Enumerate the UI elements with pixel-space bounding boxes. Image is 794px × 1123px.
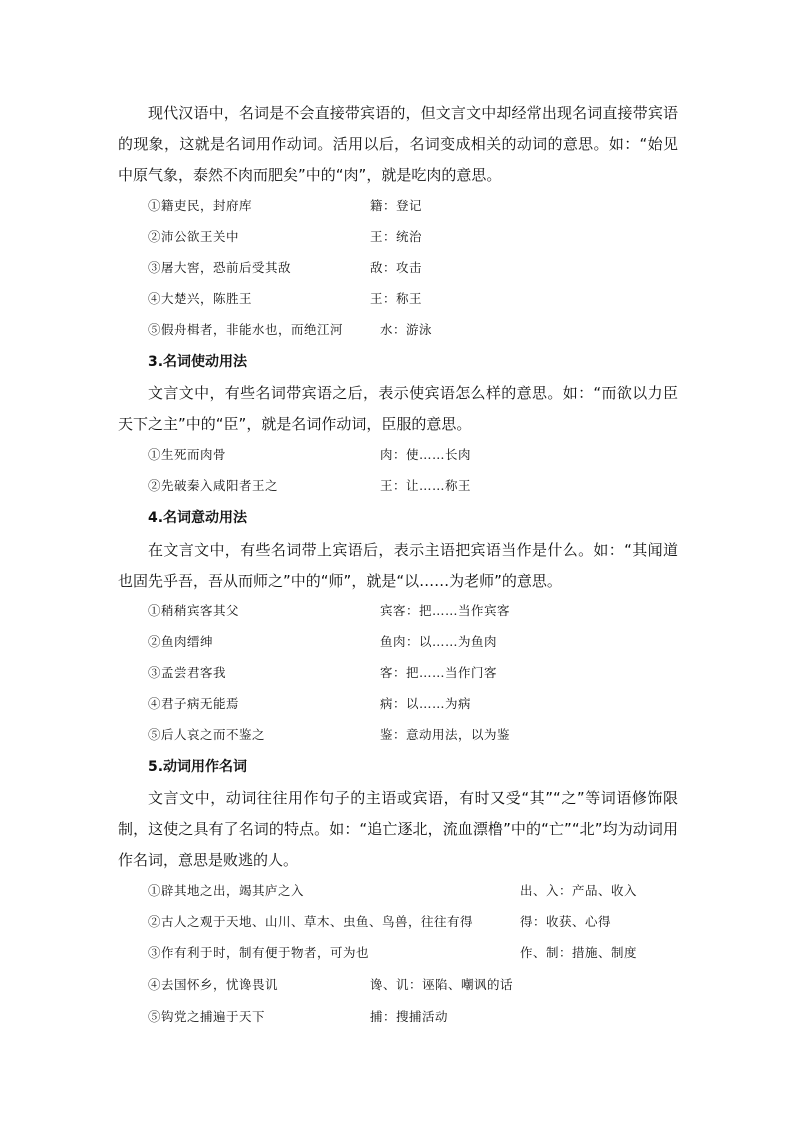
example-sentence: ③作有利于时，制有便于物者，可为也 — [148, 945, 370, 960]
example-sentence: ②先破秦入咸阳者王之 — [148, 478, 279, 493]
example-row — [148, 943, 708, 963]
example-row — [148, 881, 708, 901]
example-row — [148, 289, 708, 309]
section-heading-4: 4.名词意动用法 — [148, 510, 248, 526]
paragraph-causative-noun: 文言文中，有些名词带宾语之后，表示使宾语怎么样的意思。如：“而欲以力臣天下之主”中的“臣”，就是名词作动词，臣服的意思。 — [118, 384, 678, 433]
example-sentence: ②鱼肉缙绅 — [148, 634, 214, 649]
example-gloss: 得：收获、心得 — [520, 914, 612, 929]
example-gloss: 捕：搜捕活动 — [370, 1009, 449, 1024]
paragraph-verb-as-noun: 文言文中，动词往往用作句子的主语或宾语，有时又受“其”“之”等词语修饰限制，这使之具有了名词的特点。如：“追亡逐北，流血漂橹”中的“亡”“北”均为动词用作名词，意思是败逃的人。 — [118, 789, 678, 869]
example-row — [148, 663, 708, 683]
example-sentence: ④大楚兴，陈胜王 — [148, 291, 253, 306]
example-gloss: 王：让……称王 — [380, 478, 472, 493]
example-sentence: ①籍吏民，封府库 — [148, 198, 253, 213]
example-gloss: 宾客：把……当作宾客 — [380, 603, 511, 618]
example-sentence: ①辟其地之出，竭其庐之入 — [148, 883, 305, 898]
example-row — [148, 725, 708, 745]
example-sentence: ①稍稍宾客其父 — [148, 603, 240, 618]
example-gloss: 敌：攻击 — [370, 260, 423, 275]
example-gloss: 鉴：意动用法，以为鉴 — [380, 727, 511, 742]
paragraph-putative-noun: 在文言文中，有些名词带上宾语后，表示主语把宾语当作是什么。如：“其闻道也固先乎吾，吾从而师之”中的“师”，就是“以……为老师”的意思。 — [118, 541, 678, 590]
example-sentence: ④君子病无能焉 — [148, 696, 240, 711]
example-sentence: ①生死而肉骨 — [148, 447, 227, 462]
example-sentence: ③孟尝君客我 — [148, 665, 227, 680]
example-sentence: ⑤后人哀之而不鉴之 — [148, 727, 266, 742]
example-sentence: ②沛公欲王关中 — [148, 229, 240, 244]
example-row — [148, 975, 708, 995]
example-row — [148, 445, 708, 465]
example-gloss: 王：称王 — [370, 291, 423, 306]
example-row — [148, 1007, 708, 1027]
example-row — [148, 227, 708, 247]
example-gloss: 客：把……当作门客 — [380, 665, 498, 680]
example-sentence: ③屠大窖，恐前后受其敌 — [148, 260, 292, 275]
example-gloss: 作、制：措施、制度 — [520, 945, 638, 960]
example-row — [148, 601, 708, 621]
example-row — [148, 196, 708, 216]
example-sentence: ⑤假舟楫者，非能水也，而绝江河 — [148, 322, 344, 337]
example-sentence: ④去国怀乡，忧谗畏讥 — [148, 977, 279, 992]
example-gloss: 肉：使……长肉 — [380, 447, 472, 462]
example-gloss: 谗、讥：诬陷、嘲讽的话 — [370, 977, 514, 992]
example-row — [148, 632, 708, 652]
example-sentence: ②古人之观于天地、山川、草木、虫鱼、鸟兽，往往有得 — [148, 914, 474, 929]
example-row — [148, 476, 708, 496]
intro-paragraph-noun-as-verb: 现代汉语中，名词是不会直接带宾语的，但文言文中却经常出现名词直接带宾语的现象，这就是名词用作动词。活用以后，名词变成相关的动词的意思。如：“始见中原气象，泰然不肉而肥矣”中的“肉”，就是吃肉的意思。 — [118, 104, 678, 184]
example-row — [148, 258, 708, 278]
example-gloss: 王：统治 — [370, 229, 423, 244]
section-heading-5: 5.动词用作名词 — [148, 759, 248, 775]
section-heading-3: 3.名词使动用法 — [148, 354, 248, 370]
example-gloss: 出、入：产品、收入 — [520, 883, 638, 898]
example-sentence: ⑤钩党之捕遍于天下 — [148, 1009, 266, 1024]
example-gloss: 病：以……为病 — [380, 696, 472, 711]
example-gloss: 鱼肉：以……为鱼肉 — [380, 634, 498, 649]
example-row — [148, 320, 708, 340]
example-gloss: 籍：登记 — [370, 198, 423, 213]
example-gloss: 水：游泳 — [380, 322, 433, 337]
example-row — [148, 912, 708, 932]
example-row — [148, 694, 708, 714]
